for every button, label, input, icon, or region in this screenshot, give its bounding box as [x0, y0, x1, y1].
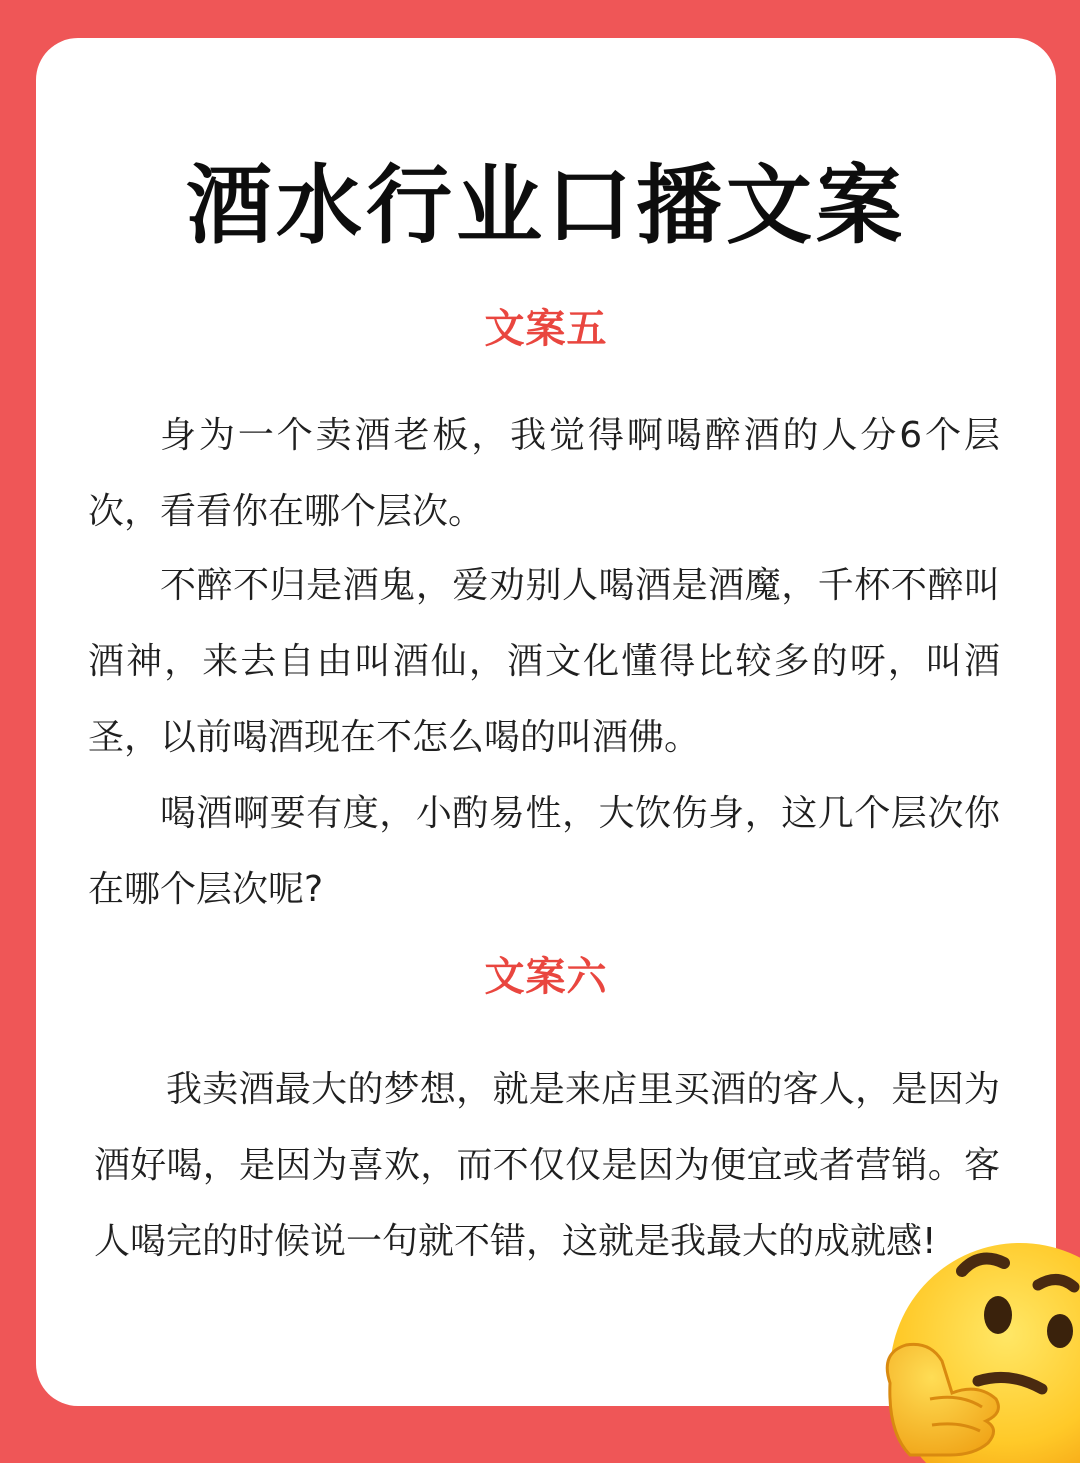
section-5-paragraph-2: 不醉不归是酒鬼，爱劝别人喝酒是酒魔，千杯不醉叫酒神，来去自由叫酒仙，酒文化懂得比较多的呀，叫酒圣，以前喝酒现在不怎么喝的叫酒佛。: [88, 565, 1000, 758]
section-6-paragraph-1: 我卖酒最大的梦想，就是来店里买酒的客人，是因为酒好喝，是因为喜欢，而不仅仅是因为便宜或者营销。客人喝完的时候说一句就不错，这就是我最大的成就感!: [94, 1069, 1000, 1262]
content-card: [36, 38, 1056, 1406]
section-5-paragraph-3: 喝酒啊要有度，小酌易性，大饮伤身，这几个层次你在哪个层次呢?: [88, 793, 1000, 910]
section-5-paragraph-1: 身为一个卖酒老板，我觉得啊喝醉酒的人分6个层次，看看你在哪个层次。: [88, 415, 1000, 532]
section-heading-6: 文案六: [484, 954, 608, 1000]
section-heading-5: 文案五: [484, 306, 608, 352]
page-title: 酒水行业口播文案: [186, 156, 906, 256]
thinking-face-icon: [870, 1233, 1080, 1463]
